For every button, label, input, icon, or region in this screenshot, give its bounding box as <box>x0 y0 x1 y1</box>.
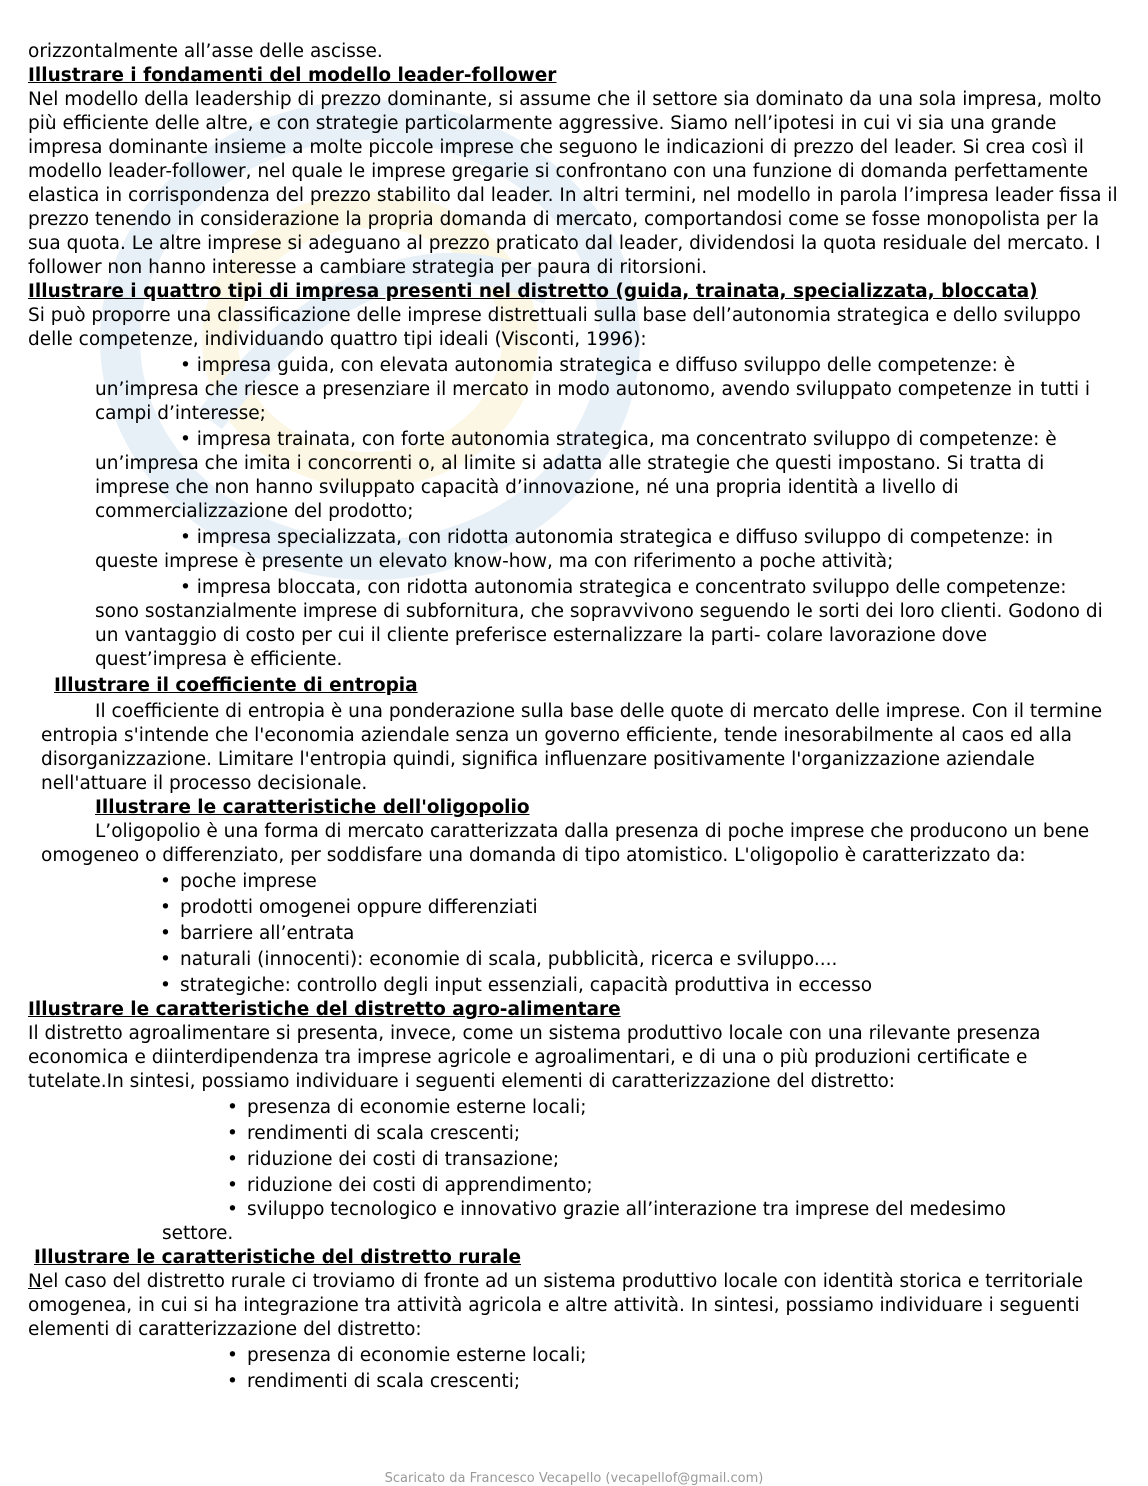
four-types-list <box>95 354 1120 672</box>
paragraph-text: el caso del distretto rurale ci troviamo di fronte ad un sistema produttivo locale con identità storica e territoriale omogenea, in cui si ha integrazione tra attività agricola e altre attività. In sintesi, possiamo individuare i seguenti elementi di caratterizzazione del distretto: <box>28 1271 1083 1340</box>
agrifood-list <box>247 1096 1120 1222</box>
list-item: • presenza di economie esterne locali; <box>247 1096 1120 1120</box>
heading-rural-district: Illustrare le caratteristiche del distretto rurale <box>34 1247 522 1268</box>
paragraph-four-types: Si può proporre una classificazione delle imprese distrettuali sulla base dell’autonomia strategica e dello sviluppo delle competenze, individuando quattro tipi ideali (Visconti, 1996): <box>28 305 1081 350</box>
heading-four-types: Illustrare i quattro tipi di impresa presenti nel distretto (guida, trainata, specializzata, bloccata) <box>28 281 1038 302</box>
list-item-text: un’impresa che imita i concorrenti o, al limite si adatta alle strategie che questi impostano. Si tratta di imprese che non hanno sviluppato capacità d’innovazione, né una propria identità a livello di commercializzazione del prodotto; <box>95 453 1045 522</box>
heading-agrifood-district: Illustrare le caratteristiche del distretto agro-alimentare <box>28 999 621 1020</box>
heading-leader-follower: Illustrare i fondamenti del modello leader-follower <box>28 65 557 86</box>
paragraph-agrifood-district: Il distretto agroalimentare si presenta, invece, come un sistema produttivo locale con una rilevante presenza economica e diinterdipendenza tra imprese agricole e agroalimentari, e di una o più produzioni certificate e tutelate.In sintesi, possiamo individuare i seguenti elementi di caratterizzazione del distretto: <box>28 1023 1041 1092</box>
list-item: • poche imprese <box>180 870 1120 894</box>
list-item: • impresa specializzata, con ridotta autonomia strategica e diffuso sviluppo di competenze: in queste imprese è presente un elevato know-how, ma con riferimento a poche attività; <box>95 526 1120 574</box>
document-page <box>28 40 1120 1394</box>
heading-entropy: Illustrare il coefficiente di entropia <box>54 675 418 696</box>
agrifood-list-tail: settore. <box>162 1223 234 1244</box>
list-item: • prodotti omogenei oppure differenziati <box>180 896 1120 920</box>
list-item-text: impresa specializzata, con ridotta autonomia strategica e diffuso sviluppo di competenze: in <box>196 527 1053 548</box>
rural-list <box>247 1344 1120 1394</box>
oligopoly-list <box>180 870 1120 998</box>
paragraph-oligopoly: L’oligopolio è una forma di mercato caratterizzata dalla presenza di poche imprese che producono un bene omogeneo o differenziato, per soddisfare una domanda di tipo atomistico. L'oligopolio è caratterizzato da: <box>41 821 1090 866</box>
list-item-text: sono sostanzialmente imprese di subfornitura, che sopravvivono seguendo le sorti dei loro clienti. Godono di un vantaggio di costo per cui il cliente preferisce esternalizzare la parti- colare lavorazione dove quest’impresa è efficiente. <box>95 601 1103 670</box>
list-item: • rendimenti di scala crescenti; <box>247 1122 1120 1146</box>
list-item: • presenza di economie esterne locali; <box>247 1344 1120 1368</box>
paragraph-rural-district <box>28 1270 1120 1342</box>
list-item: • sviluppo tecnologico e innovativo grazie all’interazione tra imprese del medesimo <box>247 1198 1120 1222</box>
list-item: • naturali (innocenti): economie di scala, pubblicità, ricerca e sviluppo.... <box>180 948 1120 972</box>
list-item-text: impresa bloccata, con ridotta autonomia strategica e concentrato sviluppo delle competenze: <box>196 577 1067 598</box>
intro-tail: orizzontalmente all’asse delle ascisse. <box>28 41 383 62</box>
list-item-text: impresa guida, con elevata autonomia strategica e diffuso sviluppo delle competenze: è <box>196 355 1016 376</box>
list-item: • strategiche: controllo degli input essenziali, capacità produttiva in eccesso <box>180 974 1120 998</box>
list-item-text: impresa trainata, con forte autonomia strategica, ma concentrato sviluppo di competenze: è <box>196 429 1057 450</box>
list-item: • rendimenti di scala crescenti; <box>247 1370 1120 1394</box>
list-item: • riduzione dei costi di apprendimento; <box>247 1174 1120 1198</box>
list-item: • barriere all’entrata <box>180 922 1120 946</box>
list-item-text: un’impresa che riesce a presenziare il mercato in modo autonomo, avendo sviluppato competenze in tutti i campi d’interesse; <box>95 379 1091 424</box>
list-item: • riduzione dei costi di transazione; <box>247 1148 1120 1172</box>
list-item: • impresa guida, con elevata autonomia strategica e diffuso sviluppo delle competenze: è un’impresa che riesce a presenziare il mercato in modo autonomo, avendo sviluppato competenze in tutti i campi d’interesse; <box>95 354 1120 426</box>
list-item-text: queste imprese è presente un elevato know-how, ma con riferimento a poche attività; <box>95 551 894 572</box>
paragraph-entropy: Il coefficiente di entropia è una ponderazione sulla base delle quote di mercato delle imprese. Con il termine entropia s'intende che l'economia aziendale senza un governo efficiente, tende inesorabilmente al caos ed alla disorganizzazione. Limitare l'entropia quindi, significa influenzare positivamente l'organizzazione aziendale nell'attuare il processo decisionale. <box>41 701 1103 794</box>
heading-oligopoly: Illustrare le caratteristiche dell'oligopolio <box>95 797 530 818</box>
download-footer: Scaricato da Francesco Vecapello (vecapellof@gmail.com) <box>384 1471 764 1486</box>
dropcap-letter: N <box>28 1271 42 1292</box>
list-item: • impresa bloccata, con ridotta autonomia strategica e concentrato sviluppo delle competenze: sono sostanzialmente imprese di subfornitura, che sopravvivono seguendo le sorti dei loro clienti. Godono di un vantaggio di costo per cui il cliente preferisce esternalizzare la parti- colare lavorazione dove quest’impresa è efficiente. <box>95 576 1120 672</box>
list-item: • impresa trainata, con forte autonomia strategica, ma concentrato sviluppo di competenze: è un’impresa che imita i concorrenti o, al limite si adatta alle strategie che questi impostano. Si tratta di imprese che non hanno sviluppato capacità d’innovazione, né una propria identità a livello di commercializzazione del prodotto; <box>95 428 1120 524</box>
paragraph-leader-follower: Nel modello della leadership di prezzo dominante, si assume che il settore sia dominato da una sola impresa, molto più efficiente delle altre, e con strategie particolarmente aggressive. Siamo nell’ipotesi in cui vi sia una grande impresa dominante insieme a molte piccole imprese che seguono le indicazioni di prezzo del leader. Si crea così il modello leader-follower, nel quale le imprese gregarie si confrontano con una funzione di domanda perfettamente elastica in corrispondenza del prezzo stabilito dal leader. In altri termini, nel modello in parola l’impresa leader fissa il prezzo tenendo in considerazione la propria domanda di mercato, comportandosi come se fosse monopolista per la sua quota. Le altre imprese si adeguano al prezzo praticato dal leader, dividendosi la quota residuale del mercato. I follower non hanno interesse a cambiare strategia per paura di ritorsioni. <box>28 89 1118 278</box>
